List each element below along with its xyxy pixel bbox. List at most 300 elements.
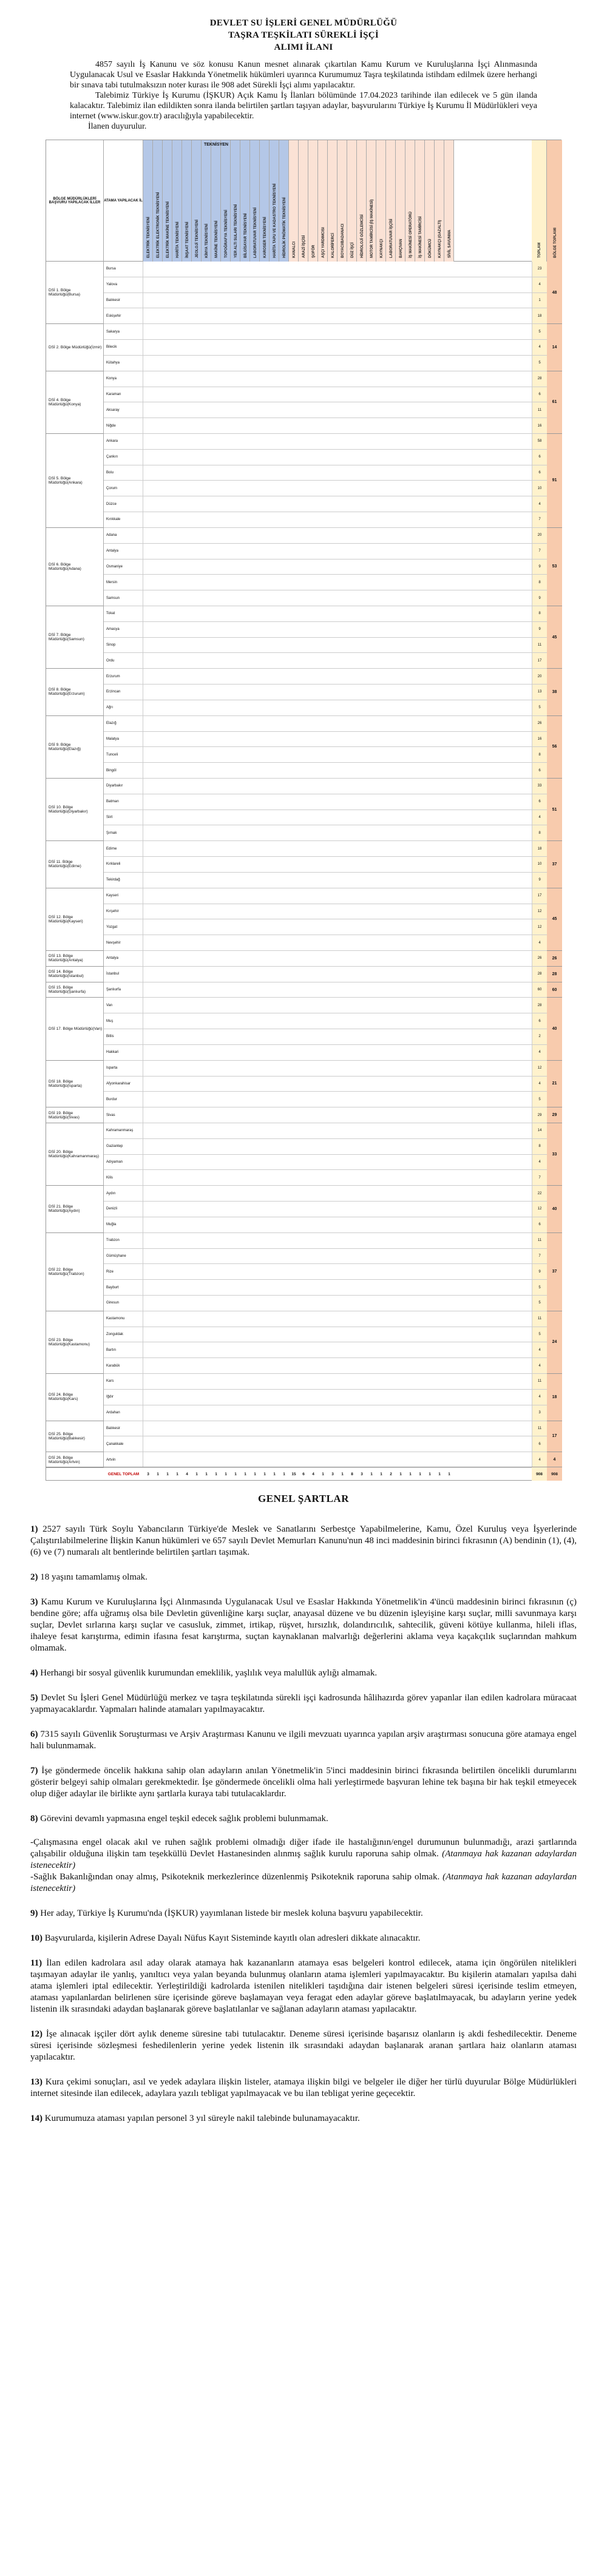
grand-total-col-cell: 6 — [302, 1472, 305, 1476]
region-total-cell: 45 — [547, 606, 562, 669]
table-row — [104, 1233, 547, 1249]
region-cell: DSİ 8. Bölge Müdürlüğü(Erzurum) — [46, 669, 104, 715]
table-row — [104, 1327, 547, 1343]
header-tech-col-4-label: İNŞAAT TEKNİSYENİ — [185, 221, 189, 258]
condition-text: İşe göndermede öncelik hakkına sahip olan adayların anılan Yönetmelik'in 5'inci maddesinin birinci fıkrasında belirtilen öncelikli durumlarını gösterir belgeyi sahip olmaları gerekmektedir. İşe göndermede öncelikli olma hali yerleştirmede başvuran lehine tek başına bir hak teşkil etmeyecek olup diğer adaylar ile birlikte aynı şartlarla kuraya tabi tutulacaklardır. — [30, 1766, 577, 1799]
grand-total-col-cell: 1 — [380, 1472, 382, 1476]
province-total-cell: 12 — [532, 919, 547, 935]
grand-all-value: 908 — [547, 1467, 562, 1481]
table-row — [104, 340, 547, 356]
province-cell: Antalya — [104, 544, 143, 559]
grand-total-col-cell: 2 — [390, 1472, 392, 1476]
condition-number: 8) — [30, 1814, 41, 1824]
province-total-cell: 5 — [532, 1296, 547, 1311]
health-requirement-2 — [30, 1871, 577, 1895]
table-row — [104, 1077, 547, 1092]
table-row — [104, 402, 547, 418]
region-cell: DSİ 10. Bölge Müdürlüğü(Diyarbakır) — [46, 779, 104, 841]
table-row — [104, 418, 547, 434]
grand-total-col-cell: 1 — [341, 1472, 344, 1476]
condition-item — [30, 1668, 577, 1679]
province-total-cell: 9 — [532, 622, 547, 637]
province-total-cell: 9 — [532, 590, 547, 606]
header-tech-col-3-label: HARİTA TEKNİSYENİ — [175, 221, 180, 258]
province-cell: Afyonkarahisar — [104, 1077, 143, 1092]
table-row — [104, 841, 547, 857]
region-total-cell: 17 — [547, 1421, 562, 1453]
condition-text: İlan edilen kadrolara asıl aday olarak atamaya hak kazananların atamaya esas belgeleri kontrol edilecek, atama için öngörülen nitelikleri taşımayan adaylar ile yanlış, yanıltıcı veya yalan beyanda bulunmuş olanların atama işlemleri yapılmayacaktır. Bu kişilerin atamaları yapılsa dahi atama işlemleri iptal edilecektir. Yerleştirildiği kadrolarda istenilen nitelikleri taşıdığına dair istenen belgeleri süresi içerisinde teslim etmeyen, ataması yapılanlardan belirlenen süre içerisinde göreve başlamayan veya feragat eden adaylar göreve başlatılmayacak, bu adayların yerine yedek listenin ilk sırasındaki adaydan başlanarak göreve başlatılanlar ve sağlanan adayların ataması yapılacaktır. — [30, 1958, 577, 2014]
province-total-cell: 5 — [532, 1092, 547, 1107]
province-total-cell: 4 — [532, 1358, 547, 1373]
region-cell: DSİ 14. Bölge Müdürlüğü(İstanbul) — [46, 967, 104, 982]
region-total-cell: 56 — [547, 716, 562, 779]
intro-text — [70, 59, 537, 132]
province-total-cell: 11 — [532, 1311, 547, 1327]
region-total-cell: 60 — [547, 982, 562, 998]
header-worker-col-5 — [337, 140, 347, 262]
health-requirement-1-note: (Atanmaya hak kazanan adaylardan istenecektir) — [30, 1849, 577, 1870]
header-tech-col-0-label: ELEKTRİK TEKNİSYENİ — [146, 217, 151, 258]
header-tech-col-2-label: ELEKTRİK MAKİNE TEKNİSYENİ — [166, 201, 170, 258]
condition-item — [30, 1524, 577, 1558]
table-row — [104, 371, 547, 387]
header-worker-col-11-label: BAHÇIVAN — [399, 238, 403, 258]
province-cell: Şırnak — [104, 825, 143, 840]
grand-total-col-cell: 8 — [351, 1472, 353, 1476]
province-cell: Kırklareli — [104, 857, 143, 872]
province-total-cell: 11 — [532, 1233, 547, 1248]
grand-total-col-cell: 4 — [186, 1472, 188, 1476]
condition-number: 12) — [30, 2029, 46, 2039]
province-total-cell: 26 — [532, 716, 547, 731]
grand-total-row — [46, 1467, 562, 1480]
province-cell: Kayseri — [104, 888, 143, 904]
table-row — [104, 919, 547, 935]
grand-total-label: GENEL TOPLAM — [107, 1472, 140, 1476]
province-cell: Hakkari — [104, 1045, 143, 1060]
province-total-cell: 4 — [532, 1077, 547, 1092]
province-cell: Kars — [104, 1374, 143, 1389]
grand-total-col-cell: 1 — [234, 1472, 237, 1476]
table-row — [104, 873, 547, 888]
table-row — [104, 638, 547, 654]
condition-item — [30, 1765, 577, 1800]
region-total-cell: 26 — [547, 951, 562, 967]
region-total-cell: 4 — [547, 1452, 562, 1468]
province-total-cell: 58 — [532, 434, 547, 449]
header-worker-col-8-label: MOTOR TAMİRCİSİ (İŞ MAKİNESİ) — [370, 199, 374, 258]
table-header — [46, 140, 562, 262]
condition-item — [30, 1908, 577, 1919]
province-cell: Osmaniye — [104, 559, 143, 575]
condition-text: Herhangi bir sosyal güvenlik kurumundan emeklilik, yaşlılık veya malullük aylığı almamak. — [40, 1668, 378, 1678]
condition-text: Başvurularda, kişilerin Adrese Dayalı Nüfus Kayıt Sisteminde kayıtlı olan adresleri dikkate alınacaktır. — [44, 1933, 421, 1943]
province-cell: Eskişehir — [104, 308, 143, 323]
header-worker-col-8 — [367, 140, 376, 262]
province-cell: Van — [104, 998, 143, 1013]
table-row — [104, 700, 547, 716]
province-total-cell: 6 — [532, 763, 547, 778]
header-worker-col-2-label: ŞOFÖR — [311, 245, 316, 258]
province-total-cell: 11 — [532, 402, 547, 418]
region-cell: DSİ 5. Bölge Müdürlüğü(Ankara) — [46, 434, 104, 528]
province-total-cell: 8 — [532, 575, 547, 590]
recruitment-table — [46, 140, 561, 1481]
header-region-total-col — [547, 140, 562, 262]
table-row — [104, 1092, 547, 1107]
province-total-cell: 16 — [532, 732, 547, 747]
province-cell: Sakarya — [104, 324, 143, 339]
grand-total-col-cell: 1 — [283, 1472, 285, 1476]
table-row — [104, 1155, 547, 1171]
province-total-cell: 3 — [532, 1405, 547, 1421]
condition-item — [30, 1729, 577, 1752]
province-cell: Mersin — [104, 575, 143, 590]
province-cell: Bolu — [104, 465, 143, 481]
table-row — [104, 1405, 547, 1421]
province-cell: Tunceli — [104, 747, 143, 762]
region-total-cell: 40 — [547, 998, 562, 1060]
region-total-cell: 91 — [547, 434, 562, 528]
header-tech-col-14-label: HİDROLİK PNÖMATİK TEKNİSYENİ — [282, 197, 287, 258]
header-tech-col-2 — [163, 140, 172, 262]
table-row — [104, 1202, 547, 1217]
province-total-cell: 4 — [532, 1155, 547, 1170]
table-row — [104, 1436, 547, 1452]
region-total-cell: 40 — [547, 1186, 562, 1232]
header-worker-col-15-label: KAYNAKÇI (GAZALTI) — [438, 220, 442, 258]
province-total-cell: 4 — [532, 1390, 547, 1405]
header-tech-col-9 — [231, 140, 240, 262]
header-tech-col-6 — [202, 140, 211, 262]
province-cell: Karaman — [104, 387, 143, 402]
province-total-cell: 7 — [532, 544, 547, 559]
province-total-cell: 6 — [532, 1217, 547, 1232]
condition-number: 9) — [30, 1908, 41, 1918]
grand-total-col-cell: 1 — [254, 1472, 256, 1476]
condition-item — [30, 1572, 577, 1583]
table-row — [104, 528, 547, 544]
grand-total-col-cell: 1 — [429, 1472, 431, 1476]
province-cell: Iğdır — [104, 1390, 143, 1405]
province-total-cell: 7 — [532, 1170, 547, 1185]
table-row — [104, 1170, 547, 1186]
province-cell: Isparta — [104, 1061, 143, 1076]
province-total-cell: 8 — [532, 606, 547, 621]
grand-total-col-cell: 1 — [273, 1472, 276, 1476]
region-total-cell: 21 — [547, 1061, 562, 1107]
province-total-cell: 12 — [532, 1061, 547, 1076]
region-cell: DSİ 22. Bölge Müdürlüğü(Trabzon) — [46, 1233, 104, 1311]
province-total-cell: 5 — [532, 1280, 547, 1295]
header-worker-col-4 — [328, 140, 337, 262]
province-total-cell: 20 — [532, 669, 547, 684]
region-cell: DSİ 17. Bölge Müdürlüğü(Van) — [46, 998, 104, 1060]
province-total-cell: 6 — [532, 1013, 547, 1029]
province-total-cell: 18 — [532, 308, 547, 323]
grand-total-col-cell: 1 — [215, 1472, 217, 1476]
header-tech-col-5 — [192, 140, 202, 262]
province-cell: Erzincan — [104, 685, 143, 700]
header-tech-col-6-label: KİMYA TEKNİSYENİ — [205, 223, 209, 258]
province-total-cell: 11 — [532, 1421, 547, 1436]
header-tech-col-1 — [153, 140, 163, 262]
province-total-cell: 2 — [532, 1029, 547, 1044]
header-tech-col-10 — [240, 140, 250, 262]
grand-total-col-cell: 1 — [409, 1472, 412, 1476]
province-total-cell: 7 — [532, 1249, 547, 1264]
grand-total-col-cell: 1 — [322, 1472, 324, 1476]
province-total-cell: 33 — [532, 779, 547, 794]
province-cell: Muğla — [104, 1217, 143, 1232]
province-cell: Malatya — [104, 732, 143, 747]
condition-item — [30, 1958, 577, 2015]
table-row — [104, 1296, 547, 1311]
header-worker-col-15 — [435, 140, 444, 262]
header-worker-col-10-label: LABORATUVAR İŞÇİSİ — [389, 218, 393, 258]
province-cell: Amasya — [104, 622, 143, 637]
region-cell: DSİ 13. Bölge Müdürlüğü(Antalya) — [46, 951, 104, 967]
province-total-cell: 11 — [532, 1374, 547, 1389]
condition-item — [30, 1692, 577, 1716]
header-worker-col-14 — [425, 140, 435, 262]
province-total-cell: 17 — [532, 653, 547, 668]
province-cell: Düzce — [104, 496, 143, 512]
table-row — [104, 293, 547, 309]
grand-total-col-cell: 1 — [205, 1472, 208, 1476]
region-column-header: BÖLGE MÜDÜRLÜKLERİ BAŞVURU YAPILACAK İLLER — [46, 140, 104, 262]
province-total-cell: 12 — [532, 1202, 547, 1217]
province-cell: Kırıkkale — [104, 512, 143, 527]
province-cell: Gümüşhane — [104, 1249, 143, 1264]
header-total-col-label: TOPLAM — [538, 242, 541, 258]
province-total-cell: 4 — [532, 935, 547, 950]
province-total-cell: 4 — [532, 1452, 547, 1467]
header-worker-col-13-label: İŞ MAKİNESİ TAMİRCİSİ — [418, 216, 422, 258]
header-tech-col-10-label: BİLGİSAYAR TEKNİSYENİ — [243, 213, 248, 258]
condition-text: İşe alınacak işçiler dört aylık deneme süresine tabi tutulacaktır. Deneme süresi içerisinde başarısız olanların iş akdi feshedilecektir. Deneme süresi içerisinde sözleşmesi feshedilenlerin yerine yedek listenin ilk sırasındaki adaydan başlanarak aranan şartlara haiz olanların ataması yapılacaktır. — [30, 2029, 577, 2062]
table-row — [104, 669, 547, 685]
conditions-list — [30, 1524, 577, 2125]
province-total-cell: 18 — [532, 841, 547, 856]
table-row — [104, 1123, 547, 1139]
grand-total-col-cell: 1 — [157, 1472, 159, 1476]
condition-number: 11) — [30, 1958, 47, 1968]
header-tech-col-1-label: ELEKTRİK ELEKTRONİK TEKNİSYENİ — [156, 192, 160, 258]
province-cell: Bursa — [104, 262, 143, 277]
condition-item — [30, 2029, 577, 2063]
table-row — [104, 1390, 547, 1405]
province-total-cell: 26 — [532, 951, 547, 966]
header-tech-col-14 — [279, 140, 289, 262]
region-cell: DSİ 26. Bölge Müdürlüğü(Artvin) — [46, 1452, 104, 1468]
general-conditions — [30, 1493, 577, 2138]
province-cell: Bitlis — [104, 1029, 143, 1044]
table-row — [104, 1452, 547, 1468]
condition-text: Her aday, Türkiye İş Kurumu'nda (İŞKUR) yayımlanan listede bir meslek koluna başvuru yapabilecektir. — [40, 1908, 423, 1918]
table-row — [104, 1249, 547, 1265]
province-cell: Kırşehir — [104, 904, 143, 919]
header-tech-col-8-label: TOPOĞRAFYA TEKNİSYENİ — [224, 209, 228, 258]
province-cell: Şanlıurfa — [104, 982, 143, 998]
region-cell: DSİ 25. Bölge Müdürlüğü(Balıkesir) — [46, 1421, 104, 1453]
header-tech-col-7 — [211, 140, 221, 262]
province-total-cell: 12 — [532, 904, 547, 919]
province-cell: Burdur — [104, 1092, 143, 1107]
table-row — [104, 951, 547, 967]
region-total-cell: 61 — [547, 371, 562, 434]
table-row — [104, 1421, 547, 1437]
province-cell: Ağrı — [104, 700, 143, 715]
province-cell: Ardahan — [104, 1405, 143, 1421]
table-row — [104, 1280, 547, 1296]
grand-total-col-cell: 3 — [147, 1472, 149, 1476]
table-row — [104, 1013, 547, 1029]
grand-total-value: 908 — [532, 1467, 547, 1481]
table-row — [104, 277, 547, 293]
region-total-cell: 37 — [547, 1233, 562, 1311]
header-total-col — [532, 140, 547, 262]
province-cell: Tokat — [104, 606, 143, 621]
province-cell: Edirne — [104, 841, 143, 856]
grand-total-col-cell: 1 — [419, 1472, 421, 1476]
region-total-cell: 51 — [547, 779, 562, 841]
header-worker-col-14-label: DÖKÜMCÜ — [428, 238, 432, 258]
province-total-cell: 8 — [532, 1139, 547, 1154]
table-row — [104, 1045, 547, 1061]
intro-paragraph-2: Talebimiz Türkiye İş Kurumu (İŞKUR) Açık Kamu İş İlanları bölümünde 17.04.2023 tarihinde ilan edilecek ve 5 gün ilanda kalacaktır. Talebimiz ilan edildikten sonra ilanda belirtilen şartları taşıyan adaylar, başvurularını Türkiye İş Kurumu İl Müdürlükleri veya internet (www.iskur.gov.tr) aracılığıyla yapabilecektir. — [70, 91, 537, 121]
grand-total-col-cell: 3 — [331, 1472, 334, 1476]
province-cell: Kilis — [104, 1170, 143, 1185]
table-row — [104, 685, 547, 700]
table-row — [104, 496, 547, 512]
table-row — [104, 606, 547, 622]
health-requirement-2-text: -Sağlık Bakanlığından onay almış, Psikoteknik merkezlerince düzenlenmiş Psikoteknik raporuna sahip olmak. — [30, 1872, 443, 1882]
condition-number: 13) — [30, 2077, 46, 2087]
province-cell: Karabük — [104, 1358, 143, 1373]
province-cell: Muş — [104, 1013, 143, 1029]
table-row — [104, 262, 547, 277]
province-cell: Adana — [104, 528, 143, 543]
health-requirement-1 — [30, 1837, 577, 1871]
grand-total-col-cell: 1 — [438, 1472, 441, 1476]
province-cell: İstanbul — [104, 967, 143, 982]
region-total-cell: 45 — [547, 888, 562, 951]
table-row — [104, 1217, 547, 1233]
province-cell: Kastamonu — [104, 1311, 143, 1327]
header-worker-col-3-label: AŞÇI YARDIMCISI — [321, 227, 325, 258]
grand-total-col-cell: 1 — [225, 1472, 227, 1476]
region-total-cell: 28 — [547, 967, 562, 982]
province-cell: Bingöl — [104, 763, 143, 778]
province-total-cell: 6 — [532, 1436, 547, 1452]
table-row — [104, 716, 547, 732]
province-total-cell: 8 — [532, 825, 547, 840]
table-row — [104, 967, 547, 982]
header-worker-col-9 — [376, 140, 386, 262]
province-cell: Kütahya — [104, 356, 143, 371]
condition-item — [30, 2077, 577, 2100]
condition-text: 2527 sayılı Türk Soylu Yabancıların Türkiye'de Meslek ve Sanatlarını Serbestçe Yapabilmelerine, Kamu, Özel Kuruluş veya İşyerlerinde Çalıştırılabilmelerine İlişkin Kanun hükümleri ve 657 sayılı Devlet Memurları Kanunu'nun 48 inci maddesinin birinci fıkrasının (A) bendinin (1), (4), (6) ve (7) numaralı alt bentlerinde belirtilen şartları taşımak. — [30, 1524, 577, 1557]
region-total-cell: 18 — [547, 1374, 562, 1421]
header-worker-col-10 — [386, 140, 396, 262]
header-tech-col-8 — [221, 140, 231, 262]
province-total-cell: 28 — [532, 998, 547, 1013]
province-total-cell: 5 — [532, 356, 547, 371]
table-row — [104, 1374, 547, 1390]
table-row — [104, 481, 547, 496]
region-cell: DSİ 21. Bölge Müdürlüğü(Aydın) — [46, 1186, 104, 1232]
province-cell: Çanakkale — [104, 1436, 143, 1452]
province-total-cell: 7 — [532, 512, 547, 527]
province-total-cell: 9 — [532, 873, 547, 888]
grand-total-col-cell: 1 — [176, 1472, 178, 1476]
header-tech-col-3 — [172, 140, 182, 262]
province-total-cell: 4 — [532, 1045, 547, 1060]
header-worker-col-0 — [289, 140, 299, 262]
province-total-cell: 14 — [532, 1123, 547, 1138]
province-total-cell: 5 — [532, 1327, 547, 1342]
province-cell: Gaziantep — [104, 1139, 143, 1154]
condition-item — [30, 1813, 577, 1895]
province-total-cell: 4 — [532, 277, 547, 292]
table-row — [104, 1358, 547, 1374]
province-cell: Zonguldak — [104, 1327, 143, 1342]
header-worker-col-9-label: KAYNAKÇI — [379, 238, 384, 258]
header-worker-col-0-label: KANALCI — [292, 242, 296, 258]
table-row — [104, 512, 547, 528]
table-row — [104, 1029, 547, 1045]
header-worker-col-5-label: BOYACI/BADANACI — [341, 223, 345, 258]
header-worker-col-16-label: SİVİL SAVUNMA — [447, 229, 452, 258]
province-cell: Batman — [104, 794, 143, 810]
table-row — [104, 450, 547, 465]
table-row — [104, 998, 547, 1013]
province-total-cell: 6 — [532, 465, 547, 481]
province-total-cell: 10 — [532, 857, 547, 872]
condition-number: 10) — [30, 1933, 45, 1943]
health-requirement-1-text: -Çalışmasına engel olacak akıl ve ruhen sağlık problemi olmadığı diğer ifade ile hastalığının/engel durumunun bulunmadığı, arazi şartlarında çalışabilir olduğuna ilişkin tam teşekküllü Devlet Hastanesinden alınmış sağlık kurulu raporuna sahip olmak. — [30, 1837, 577, 1859]
grand-total-col-cell: 1 — [195, 1472, 198, 1476]
province-cell: Adıyaman — [104, 1155, 143, 1170]
province-cell: Elazığ — [104, 716, 143, 731]
region-cell: DSİ 2. Bölge Müdürlüğü(İzmir) — [46, 324, 104, 371]
intro-paragraph-3: İlanen duyurulur. — [88, 122, 147, 131]
condition-number: 1) — [30, 1524, 43, 1534]
condition-item — [30, 2113, 577, 2125]
province-total-cell: 5 — [532, 324, 547, 339]
table-row — [104, 653, 547, 669]
province-cell: Nevşehir — [104, 935, 143, 950]
table-row — [104, 935, 547, 951]
condition-item — [30, 1597, 577, 1654]
header-worker-col-6 — [347, 140, 357, 262]
table-row — [104, 356, 547, 371]
province-total-cell: 11 — [532, 638, 547, 653]
condition-number: 3) — [30, 1597, 41, 1607]
province-cell: Niğde — [104, 418, 143, 433]
province-cell: Konya — [104, 371, 143, 387]
table-row — [104, 794, 547, 810]
province-cell: Bilecik — [104, 340, 143, 355]
table-row — [104, 1311, 547, 1327]
province-cell: Çankırı — [104, 450, 143, 465]
province-total-cell: 4 — [532, 340, 547, 355]
province-total-cell: 9 — [532, 559, 547, 575]
region-cell: DSİ 15. Bölge Müdürlüğü(Şanlıurfa) — [46, 982, 104, 998]
header-tech-col-13 — [270, 140, 279, 262]
header-worker-col-1 — [299, 140, 308, 262]
